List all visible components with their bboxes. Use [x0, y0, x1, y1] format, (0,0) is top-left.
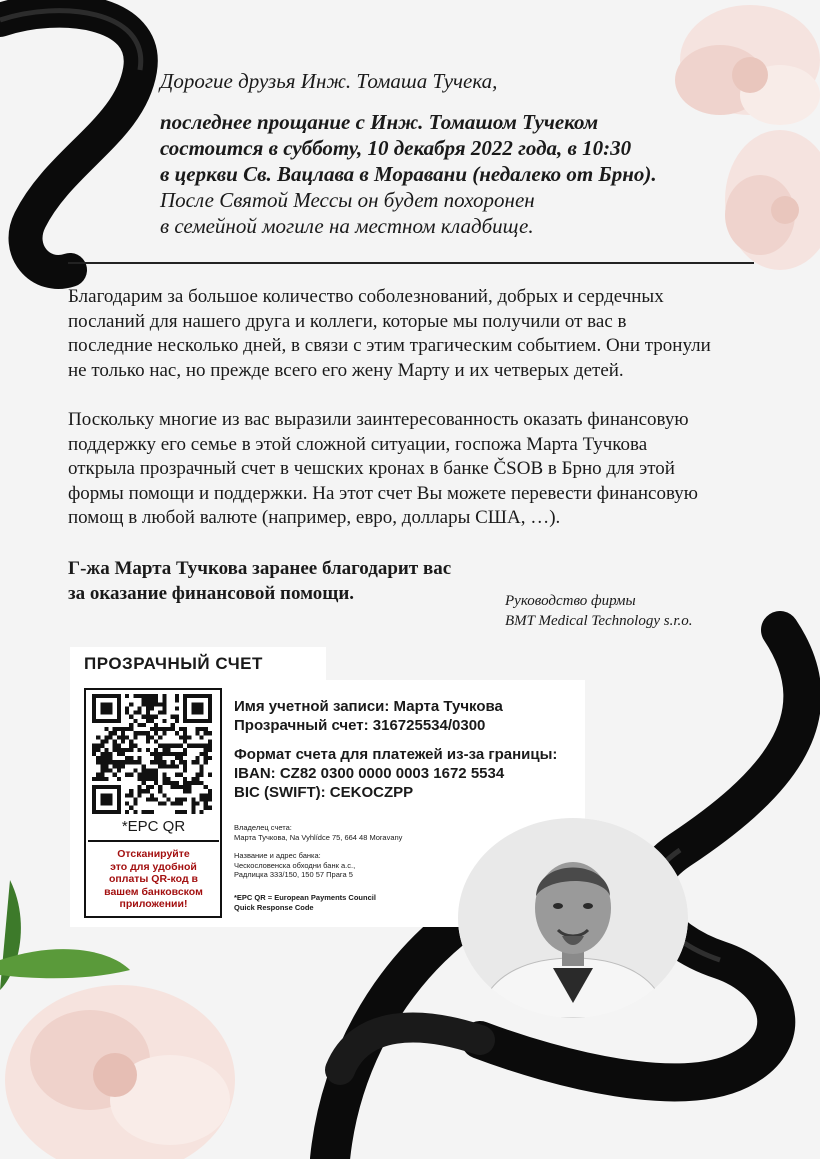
text-line: Благодарим за большое количество соболезнований, добрых и сердечных	[68, 286, 664, 307]
scan-line: это для удобной	[110, 860, 197, 873]
scan-line: вашем банковском	[104, 885, 203, 898]
bank-value: Ческословенска обходни банк а.с.,	[234, 860, 356, 870]
text-line: посланий для нашего друга и коллеги, которые мы получили от вас в	[68, 310, 627, 332]
announcement-line: в церкви Св. Вацлава в Моравани (недалеко от Брно).	[160, 162, 657, 186]
text-line: Поскольку многие из вас выразили заинтересованность оказать финансовую	[68, 409, 689, 430]
portrait-photo	[458, 818, 688, 1018]
epc-qr-label: *EPC QR	[121, 818, 186, 835]
owner-value: Марта Тучкова, Na Vyhlídce 75, 664 48 Moravany	[234, 832, 403, 842]
text-line: Г-жа Марта Тучкова заранее благодарит вас	[68, 558, 452, 579]
announcement-line: в семейной могиле на местном кладбище.	[160, 214, 534, 238]
owner-label: Владелец счета:	[234, 823, 292, 832]
text-line: формы помощи и поддержки. На этот счет Вы можете перевести финансовую	[68, 482, 698, 504]
iban: IBAN: CZ82 0300 0000 0003 1672 5534	[234, 765, 505, 782]
foreign-payments-title: Формат счета для платежей из-за границы:	[234, 746, 558, 763]
donation-paragraph	[68, 408, 768, 531]
signature-line: Руководство фирмы	[505, 593, 636, 609]
scan-instruction	[84, 848, 223, 911]
greeting: Дорогие друзья Инж. Томаша Тучека,	[160, 69, 498, 93]
bic-swift: BIC (SWIFT): CEKOCZPP	[234, 784, 414, 801]
divider	[68, 262, 754, 264]
signature-line: BMT Medical Technology s.r.o.	[505, 613, 693, 629]
announcement-line: состоится в субботу, 10 декабря 2022 года, в 10:30	[160, 136, 632, 160]
bank-info	[234, 851, 355, 880]
thanks-note	[68, 556, 508, 606]
announcement-line: последнее прощание с Инж. Томашом Тучеком	[160, 110, 599, 134]
epc-note-line: *EPC QR = European Payments Council	[234, 893, 376, 902]
text-line: открыла прозрачный счет в чешских кронах в банке ČSOB в Брно для этой	[68, 458, 675, 479]
bank-value: Радлицка 333/150, 150 57 Прага 5	[234, 870, 353, 879]
text-line: не только нас, но прежде всего его жену Марту и их четверых детей.	[68, 359, 624, 381]
ribbon-top-left-icon	[0, 0, 160, 300]
qr-divider	[88, 840, 219, 842]
epc-note	[234, 893, 376, 912]
scan-line: оплаты QR-код в	[109, 873, 198, 885]
account-name: Имя учетной записи: Марта Тучкова	[234, 698, 503, 715]
bank-label: Название и адрес банка:	[234, 851, 321, 860]
text-line: за оказание финансовой помощи.	[68, 583, 355, 604]
scan-line: приложении!	[119, 898, 188, 910]
funeral-announcement	[160, 68, 760, 239]
text-line: помощ в любой валюте (например, евро, доллары США, …).	[68, 507, 561, 528]
scan-line: Отсканируйте	[117, 848, 190, 860]
text-line: поддержку его семье в этой сложной ситуации, госпожа Марта Тучкова	[68, 433, 648, 455]
account-number: Прозрачный счет: 316725534/0300	[234, 717, 486, 734]
signature	[505, 591, 693, 631]
qr-code-icon[interactable]	[92, 694, 212, 814]
account-panel-title: ПРОЗРАЧНЫЙ СЧЕТ	[84, 654, 263, 673]
epc-note-line: Quick Response Code	[234, 902, 314, 912]
person-portrait-icon	[458, 818, 688, 1018]
text-line: последние несколько дней, в связи с этим трагическим событием. Они тронули	[68, 335, 711, 356]
condolences-paragraph	[68, 285, 768, 383]
announcement-line: После Святой Мессы он будет похоронен	[160, 188, 535, 212]
owner-info	[234, 823, 402, 842]
